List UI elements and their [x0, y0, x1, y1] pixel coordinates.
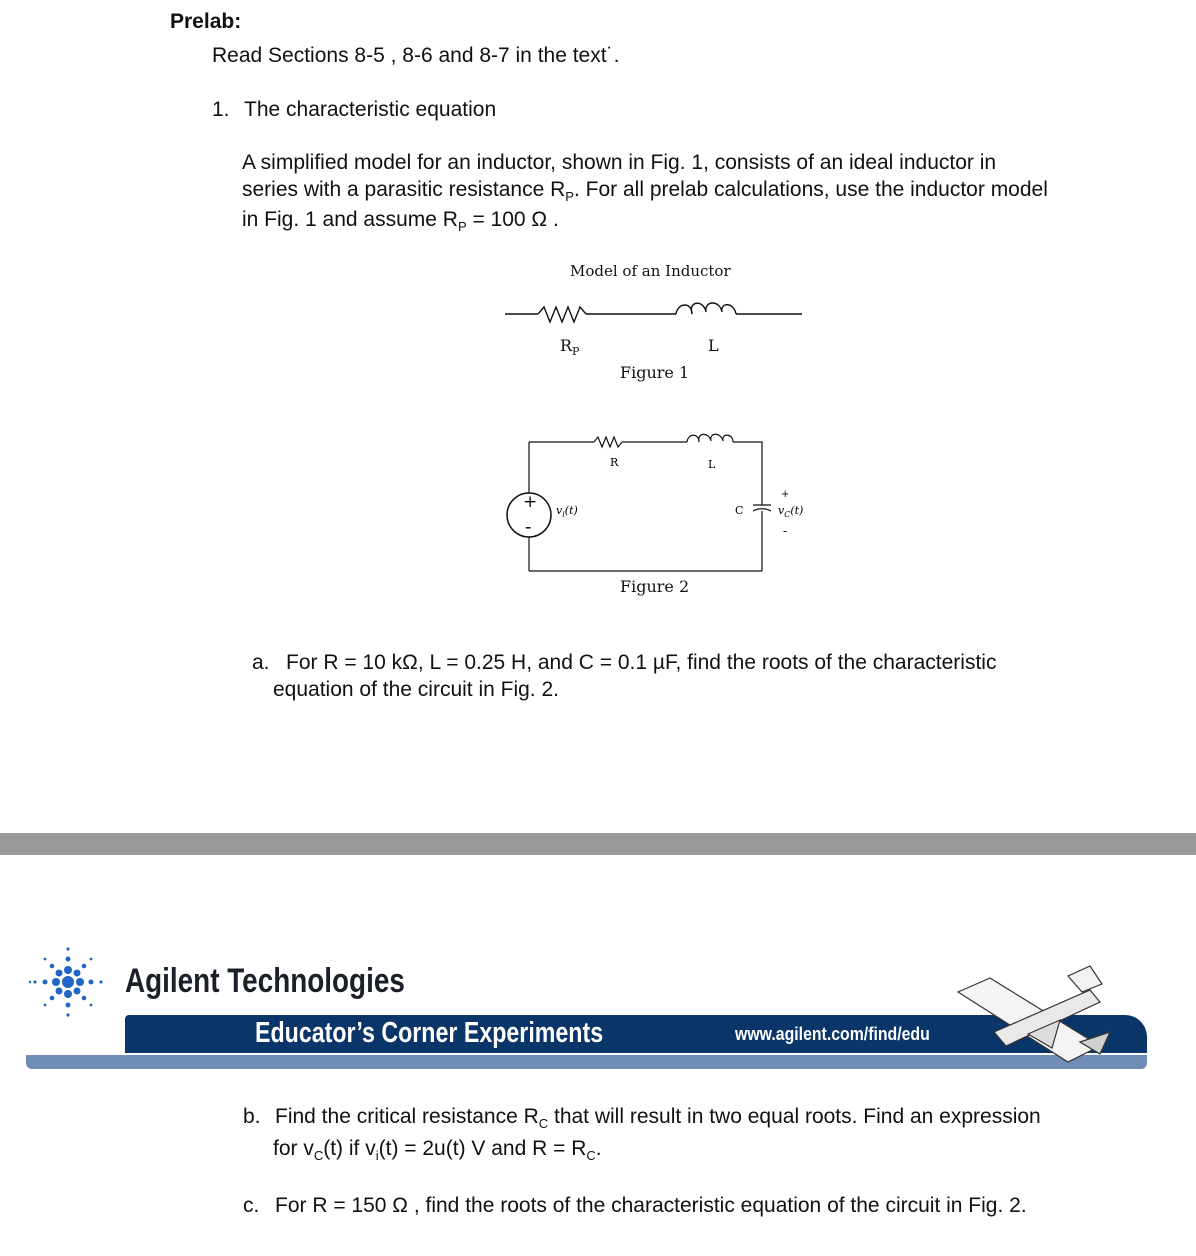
paragraph-line-3: in Fig. 1 and assume $R_P = 100$ Ω .: [242, 208, 559, 234]
footer-url[interactable]: www.agilent.com/find/edu: [735, 1024, 930, 1044]
reading-assignment: Read Sections 8-5 , 8-6 and 8-7 in the text˙.: [212, 44, 620, 67]
figure2-resistor: [594, 437, 622, 447]
series-title: Educator’s Corner Experiments: [255, 1017, 604, 1049]
page-divider: [0, 833, 1196, 855]
question-a-line-2: equation of the circuit in Fig. 2.: [273, 678, 559, 701]
figure2-vc-minus: -: [783, 524, 788, 538]
figure2-source-label: $v_i(t)$: [556, 504, 578, 519]
item-title: The characteristic equation: [244, 98, 497, 121]
question-b-line-1: Find the critical resistance $R_C$ that will result in two equal roots. Find an expression: [275, 1105, 1041, 1131]
agilent-spark-logo-icon: [26, 942, 106, 1022]
figure1-title: Model of an Inductor: [570, 262, 731, 280]
company-name: Agilent Technologies: [125, 962, 405, 1000]
figure2-source-minus: -: [525, 516, 532, 538]
question-c-text: For R = 150 Ω , find the roots of the characteristic equation of the circuit in Fig. 2.: [275, 1194, 1027, 1217]
paragraph-line-2: series with a parasitic resistance $R_P$. For all prelab calculations, use the inductor model: [242, 178, 1048, 204]
figure2-caption: Figure 2: [620, 577, 690, 596]
figure2-capacitor-label: C: [735, 504, 744, 517]
figure1-caption: Figure 1: [620, 363, 690, 382]
figure2-inductor: [687, 434, 733, 442]
figure1-inductor-label: L: [708, 336, 719, 355]
figure2-source-plus: +: [523, 492, 538, 512]
item-number: 1.: [212, 98, 230, 121]
figure2-wire-top-right: [733, 442, 762, 505]
question-b-letter: b.: [243, 1105, 261, 1128]
figure2-vc-label: $v_C(t)$: [778, 504, 804, 519]
figure1-resistor-label: $R_P$: [560, 336, 580, 358]
figure2-circuit: [495, 425, 835, 585]
figure2-resistor-label: R: [610, 456, 619, 469]
airplane-icon: [950, 962, 1120, 1082]
prelab-heading: Prelab:: [170, 10, 242, 33]
figure2-capacitor-plate-bottom: [753, 509, 771, 511]
question-a-line-1: For R = 10 kΩ, L = 0.25 H, and C = 0.1 µF, find the roots of the characteristic: [286, 651, 997, 674]
paragraph-line-1: A simplified model for an inductor, shown in Fig. 1, consists of an ideal inductor in: [242, 151, 997, 174]
question-a-letter: a.: [252, 651, 270, 674]
figure1-inductor: [676, 303, 736, 314]
figure2-vc-plus: +: [781, 489, 790, 500]
figure1-resistor: [538, 307, 586, 322]
figure2-inductor-label: L: [708, 458, 716, 471]
question-b-line-2: for $v_C(t)$ if $v_i(t) = 2u(t)$ V and $R = R_C$.: [273, 1137, 602, 1163]
question-c-letter: c.: [243, 1194, 260, 1217]
